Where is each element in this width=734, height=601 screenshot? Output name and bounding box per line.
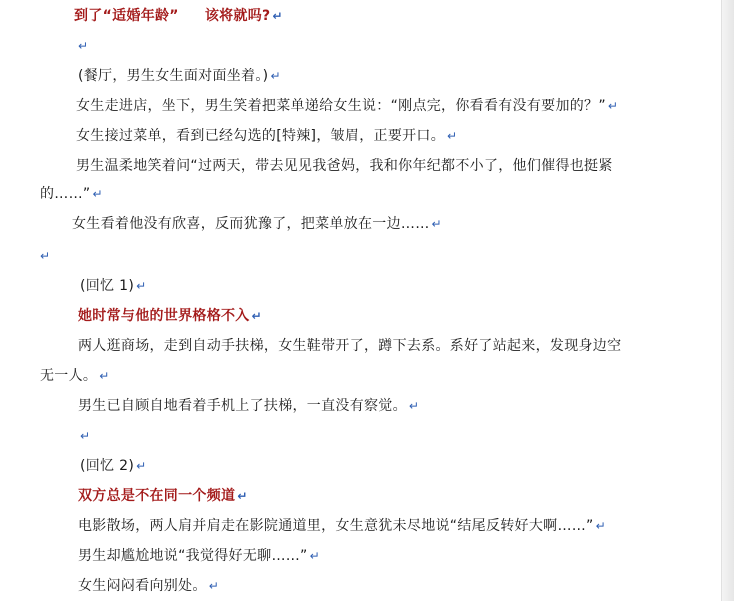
paragraph-mark-icon: ↵ — [136, 459, 147, 473]
paragraph — [76, 126, 457, 146]
paragraph-text: 女生看着他没有欣喜，反而犹豫了，把菜单放在一边…… — [72, 216, 430, 232]
paragraph-text: 电影散场，两人肩并肩走在影院通道里，女生意犹未尽地说“结尾反转好大啊……” — [78, 518, 594, 534]
title-part-1: 到了“适婚年龄” — [74, 8, 179, 24]
memory-marker — [80, 456, 146, 476]
empty-paragraph — [78, 426, 90, 446]
paragraph-text: 女生接过菜单，看到已经勾选的[特辣]，皱眉，正要开口。 — [76, 128, 446, 144]
paragraph-mark-icon: ↵ — [270, 69, 281, 83]
title-part-2: 该将就吗? — [204, 8, 271, 24]
empty-paragraph — [76, 36, 88, 56]
paragraph-mark-icon: ↵ — [99, 369, 110, 383]
paragraph-text: 女生闷闷看向别处。 — [78, 578, 207, 594]
empty-paragraph — [38, 246, 50, 266]
paragraph-text: 无一人。 — [40, 368, 98, 384]
paragraph-scene — [78, 66, 281, 86]
paragraph-mark-icon: ↵ — [431, 217, 442, 231]
paragraph-text: 男生却尴尬地说“我觉得好无聊……” — [78, 548, 308, 564]
paragraph-mark-icon: ↵ — [607, 99, 619, 113]
paragraph-mark-icon: ↵ — [251, 309, 262, 323]
paragraph-mark-icon: ↵ — [78, 39, 89, 53]
paragraph-mark-icon: ↵ — [40, 249, 51, 263]
heading-text: 她时常与他的世界格格不入 — [78, 308, 250, 324]
paragraph — [78, 576, 219, 596]
heading-text: 双方总是不在同一个频道 — [78, 488, 236, 504]
paragraph-mark-icon: ↵ — [136, 279, 147, 293]
section-heading — [78, 486, 248, 506]
paragraph-text: (回忆 1) — [80, 278, 135, 294]
memory-marker — [80, 276, 146, 296]
paragraph-mark-icon: ↵ — [208, 579, 220, 593]
paragraph-line — [40, 366, 110, 386]
paragraph — [72, 214, 442, 234]
paragraph-text: (餐厅，男生女生面对面坐着。) — [78, 68, 269, 84]
paragraph-line — [40, 184, 103, 204]
paragraph-text: (回忆 2) — [80, 458, 135, 474]
paragraph-text: 男生温柔地笑着问“过两天，带去见见我爸妈，我和你年纪都不小了，他们催得也挺紧 — [76, 158, 613, 174]
paragraph-text: 两人逛商场，走到自动手扶梯，女生鞋带开了，蹲下去系。系好了站起来，发现身边空 — [78, 338, 622, 354]
page-edge — [721, 0, 734, 601]
paragraph-line — [76, 156, 613, 176]
paragraph-text: 女生走进店，坐下，男生笑着把菜单递给女生说：“刚点完，你看看有没有要加的？” — [76, 98, 606, 114]
title-line — [74, 6, 283, 26]
paragraph-mark-icon: ↵ — [595, 519, 606, 533]
paragraph-mark-icon: ↵ — [237, 489, 248, 503]
paragraph — [78, 516, 606, 536]
paragraph — [76, 96, 618, 116]
paragraph-mark-icon: ↵ — [272, 9, 283, 23]
paragraph-mark-icon: ↵ — [309, 549, 320, 563]
paragraph-text: 的……” — [40, 186, 91, 202]
paragraph-text: 男生已自顾自地看着手机上了扶梯，一直没有察觉。 — [78, 398, 407, 414]
paragraph-mark-icon: ↵ — [408, 399, 420, 413]
paragraph-mark-icon: ↵ — [92, 187, 103, 201]
paragraph — [78, 546, 320, 566]
section-heading — [78, 306, 262, 326]
paragraph-mark-icon: ↵ — [80, 429, 91, 443]
paragraph-line — [78, 336, 621, 356]
paragraph — [78, 396, 419, 416]
paragraph-mark-icon: ↵ — [447, 129, 458, 143]
